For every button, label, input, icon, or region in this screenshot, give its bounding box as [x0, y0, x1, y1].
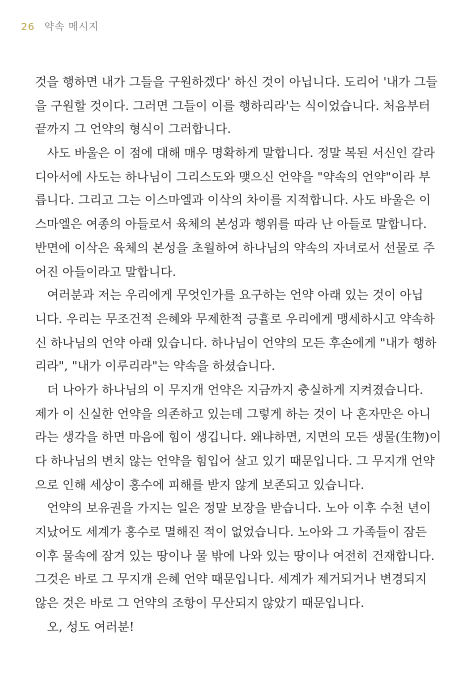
text-line: 으로 인해 세상이 홍수에 피해를 받지 않게 보존되고 있습니다.: [35, 477, 365, 492]
text-line: 이후 물속에 잠겨 있는 땅이나 물 밖에 나와 있는 땅이나 여전히 건재합니다.: [35, 548, 435, 563]
text-line: 릅니다. 그리고 그는 이스마엘과 이삭의 차이를 지적합니다. 사도 바울은 이: [35, 193, 431, 208]
text-line: 것을 행하면 내가 그들을 구원하겠다' 하신 것이 아닙니다. 도리어 '내가 그들: [35, 75, 438, 89]
paragraph-first-line: 더 나아가 하나님의 이 무지개 언약은 지금까지 충실하게 지켜졌습니다.: [47, 382, 424, 397]
paragraph-first-line: 여러분과 저는 우리에게 무엇인가를 요구하는 언약 아래 있는 것이 아닙: [47, 288, 424, 303]
text-line: 라는 생각을 하면 마음에 힘이 생깁니다. 왜냐하면, 지면의 모든 생물(生物)이: [35, 430, 442, 445]
text-line: 끝까지 그 언약의 형식이 그러합니다.: [35, 122, 231, 137]
text-line: 신 하나님의 언약 아래 있습니다. 하나님이 언약의 모든 후손에게 "내가 행하: [35, 335, 437, 350]
body-text: [35, 71, 445, 640]
paragraph-first-line: 사도 바울은 이 점에 대해 매우 명확하게 말합니다. 정말 복된 서신인 갈라: [47, 146, 435, 161]
text-line: 그것은 바로 그 무지개 은혜 언약 때문입니다. 세계가 제거되거나 변경되지: [35, 572, 427, 587]
text-line: 리라", "내가 이루리라"는 약속을 하셨습니다.: [35, 359, 276, 374]
text-line: 어진 아들이라고 말합니다.: [35, 264, 177, 279]
text-line: 않은 것은 바로 그 언약의 조항이 무산되지 않았기 때문입니다.: [35, 596, 365, 611]
paragraph-first-line: 오, 성도 여러분!: [47, 619, 135, 634]
text-line: 스마엘은 여종의 아들로서 육체의 본성과 행위를 따라 난 아들로 말합니다.: [35, 217, 427, 232]
text-line: 반면에 이삭은 육체의 본성을 초월하여 하나님의 약속의 자녀로서 선물로 주: [35, 240, 435, 255]
running-header: [21, 18, 99, 33]
text-line: 니다. 우리는 무조건적 은혜와 무제한적 긍휼로 우리에게 맹세하시고 약속하: [35, 311, 435, 326]
text-line: 을 구원할 것이다. 그러면 그들이 이를 행하리라'는 식이었습니다. 처음부터: [35, 98, 431, 113]
paragraph-first-line: 언약의 보유권을 가지는 일은 정말 보장을 받습니다. 노아 이후 수천 년이: [47, 501, 432, 516]
text-line: 제가 이 신실한 언약을 의존하고 있는데 그렇게 하는 것이 나 혼자만은 아니: [35, 406, 431, 421]
text-line: 디아서에 사도는 하나님이 그리스도와 맺으신 언약을 "약속의 언약"이라 부: [35, 169, 431, 184]
book-title: 약속 메시지: [44, 22, 99, 33]
page-number: 26: [21, 22, 35, 33]
text-line: 지났어도 세계가 홍수로 멸해진 적이 없었습니다. 노아와 그 가족들이 잠든: [35, 525, 427, 540]
text-line: 다 하나님의 변치 않는 언약을 힘입어 살고 있기 때문입니다. 그 무지개 언약: [35, 454, 435, 468]
